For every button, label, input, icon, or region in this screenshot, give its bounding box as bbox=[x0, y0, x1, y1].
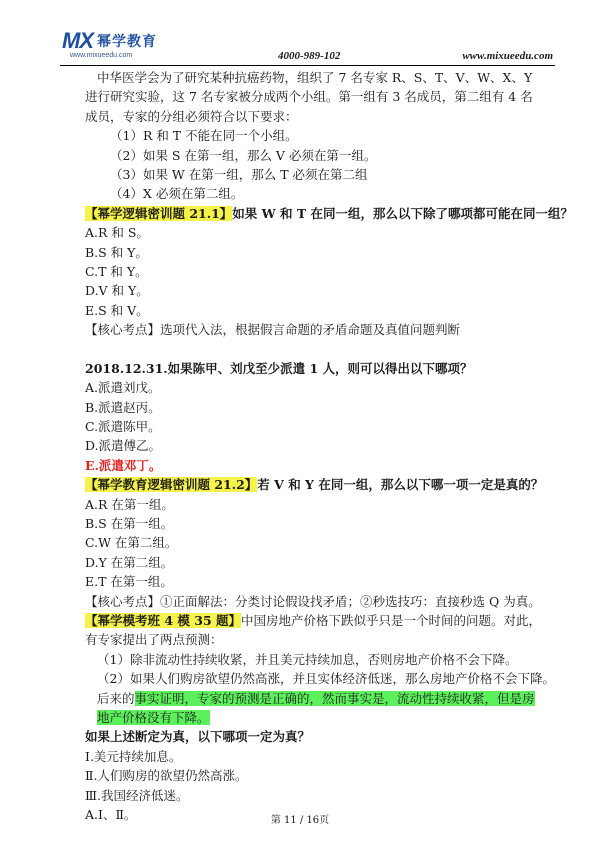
q3-option-e: E.T 在第一组。 bbox=[85, 574, 173, 590]
header-divider bbox=[60, 65, 555, 66]
q4-item-3: Ⅲ.我国经济低迷。 bbox=[85, 787, 189, 803]
q1-option-a: A.R 和 S。 bbox=[85, 225, 149, 241]
q2-option-a: A.派遣刘戊。 bbox=[85, 380, 161, 396]
question-4-intro bbox=[85, 611, 545, 650]
q4-fact-statement bbox=[85, 689, 545, 728]
q2-answer-option-e: E.派遣邓丁。 bbox=[85, 457, 162, 473]
question-1-text: 如果 W 和 T 在同一组，那么以下除了哪项都可能在同一组？ bbox=[232, 205, 574, 221]
logo-name: 幂学教育 bbox=[97, 34, 157, 50]
q3-option-c: C.W 在第二组。 bbox=[85, 535, 178, 551]
rule-1: （1）R 和 T 不能在同一个小组。 bbox=[110, 128, 298, 144]
page-content bbox=[85, 68, 574, 824]
q1-option-d: D.V 和 Y。 bbox=[85, 283, 149, 299]
header-phone: 4000-989-102 bbox=[278, 50, 341, 62]
intro-paragraph: 中华医学会为了研究某种抗癌药物，组织了 7 名专家 R、S、T、V、W、X、Y 进行研究实验，这 7 名专家被分成两个小组。第一组有 3 名成员，第二组有 4 名成员，专家的分组必须符合以下要求： bbox=[85, 70, 533, 124]
question-4-tag: 【幂学模考班 4 模 35 题】 bbox=[85, 612, 242, 628]
page-header bbox=[60, 22, 555, 66]
question-3-stem bbox=[85, 475, 545, 494]
q3-option-b: B.S 在第一组。 bbox=[85, 515, 174, 531]
question-1-stem bbox=[85, 204, 574, 223]
question-4-question: 如果上述断定为真，以下哪项一定为真？ bbox=[85, 729, 311, 745]
rule-3: （3）如果 W 在第一组，那么 T 必须在第二组 bbox=[110, 167, 368, 183]
q2-option-d: D.派遣傅乙。 bbox=[85, 438, 162, 454]
rule-2: （2）如果 S 在第一组，那么 V 必须在第一组。 bbox=[110, 147, 377, 163]
q4-prediction-1: （1）除非流动性持续收紧，并且美元持续加息，否则房地产价格不会下降。 bbox=[97, 651, 518, 667]
q4-item-1: Ⅰ.美元持续加息。 bbox=[85, 748, 182, 764]
question-1-tag: 【幂学逻辑密训题 21.1】 bbox=[85, 205, 233, 221]
q4-item-2: Ⅱ.人们购房的欲望仍然高涨。 bbox=[85, 768, 248, 784]
q4-fact-prefix: 后来的 bbox=[97, 690, 135, 706]
brand-logo bbox=[62, 28, 157, 54]
q4-fact-highlight: 事实证明，专家的预测是正确的，然而事实是，流动性持续收紧，但是房地产价格没有下降。 bbox=[97, 690, 535, 725]
question-3-tag: 【幂学教育逻辑密训题 21.2】 bbox=[85, 477, 258, 493]
q4-option-a: A.Ⅰ、Ⅱ。 bbox=[85, 807, 137, 823]
logo-url: www.mixueedu.com bbox=[70, 52, 133, 59]
q3-option-a: A.R 在第一组。 bbox=[85, 496, 174, 512]
question-4-intro-text: 中国房地产价格下跌似乎只是一个时间的问题。对此，有专家提出了两点预测： bbox=[85, 612, 542, 648]
page-number: 第 11 / 16页 bbox=[270, 815, 330, 826]
rule-4: （4）X 必须在第二组。 bbox=[110, 186, 244, 202]
q1-option-c: C.T 和 Y。 bbox=[85, 264, 148, 280]
question-3-text: 若 V 和 Y 在同一组，那么以下哪一项一定是真的？ bbox=[257, 477, 544, 493]
q2-option-b: B.派遣赵丙。 bbox=[85, 399, 161, 415]
q4-prediction-2: （2）如果人们购房欲望仍然高涨，并且实体经济低迷，那么房地产价格不会下降。 bbox=[97, 671, 555, 687]
header-website: www.mixueedu.com bbox=[462, 50, 553, 62]
logo-mark: MX bbox=[62, 28, 93, 53]
question-2-stem: 2018.12.31.如果陈甲、刘戊至少派遣 1 人，则可以得出以下哪项？ bbox=[85, 360, 473, 376]
q2-option-c: C.派遣陈甲。 bbox=[85, 418, 161, 434]
q3-option-d: D.Y 在第二组。 bbox=[85, 554, 174, 570]
q1-option-e: E.S 和 V。 bbox=[85, 302, 149, 318]
q3-core-note: 【核心考点】①正面解法：分类讨论假设找矛盾；②秒选技巧：直接秒选 Q 为真。 bbox=[85, 593, 541, 609]
q1-core-note: 【核心考点】选项代入法，根据假言命题的矛盾命题及真值问题判断 bbox=[85, 322, 461, 338]
q1-option-b: B.S 和 Y。 bbox=[85, 244, 148, 260]
